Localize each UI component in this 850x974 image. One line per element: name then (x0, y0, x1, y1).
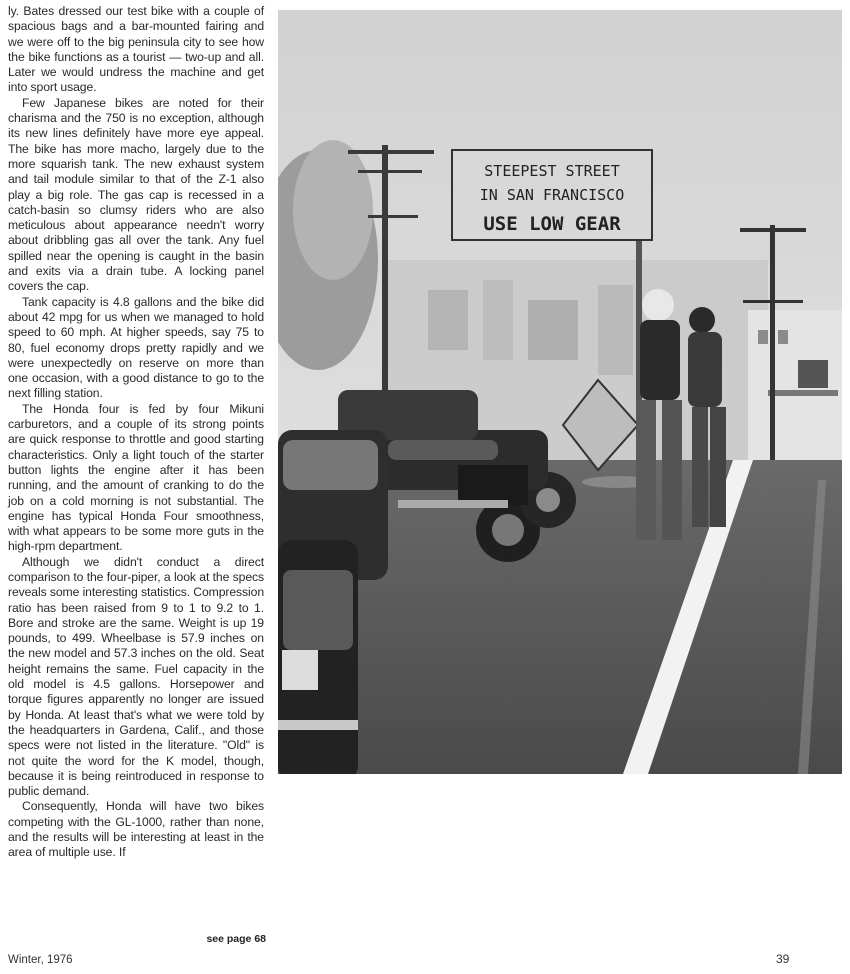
article-paragraph: Although we didn't conduct a direct comparison to the four-piper, a look at the specs reveals some interesting statistics. Compression ratio has been raised from 9 to 1 to 9.2 to 1. Bore and stroke are the same. Weight is up 19 pounds, to 499. Wheelbase is 57.9 inches on the new model and 57.3 inches on the old. Seat height remains the same. Fuel capacity in the old model is 4.5 gallons. Horsepower and torque figures apparently no longer are issued by Honda. At least that's what we were told by the headquarters in Gardena, Calif., and those specs were not listed in the literature. "Old" is not quite the word for the K model, though, because it is being reintroduced in response to public demand. (8, 554, 264, 799)
article-column (8, 4, 264, 861)
continuation-note: see page 68 (206, 933, 266, 945)
issue-date: Winter, 1976 (8, 954, 73, 966)
street-photo (278, 10, 842, 774)
street-photo-illustration (278, 10, 842, 774)
article-paragraph: ly. Bates dressed our test bike with a couple of spacious bags and a bar-mounted fairing and we were off to the big peninsula city to see how the bike functions as a tourist — two-up and all. Later we would undress the machine and get into sport usage. (8, 4, 264, 95)
article-paragraph: The Honda four is fed by four Mikuni carburetors, and a couple of its strong points are quick response to throttle and good starting characteristics. Only a light touch of the starter button lights the engine after it has been running, and the amount of cranking to do the job on a cold morning is not substantial. The engine has typical Honda Four smoothness, with what appears to be some more guts in the high-rpm department. (8, 401, 264, 554)
steepest-street-sign (452, 150, 652, 240)
sign-line-3: USE LOW GEAR (483, 213, 621, 235)
page-number: 39 (776, 952, 790, 966)
article-paragraph: Few Japanese bikes are noted for their charisma and the 750 is no exception, although its new lines definitely have more eye appeal. The bike has more macho, largely due to the more squarish tank. The new exhaust system and tail module similar to that of the Z-1 also play a big role. The gas cap is recessed in a catch-basin so clumsy riders who are also meticulous about appearance needn't worry about dribbling gas all over the tank. Any fuel spilled near the opening is caught in the basin and exits via a drain tube. A locking panel covers the cap. (8, 95, 264, 294)
article-paragraph: Tank capacity is 4.8 gallons and the bike did about 42 mpg for us when we managed to hold speed to 60 mph. At higher speeds, say 75 to 80, fuel economy drops pretty rapidly and we were unexpectedly on reserve on more than one occasion, with a good distance to go to the next filling station. (8, 294, 264, 401)
sign-line-2: IN SAN FRANCISCO (479, 186, 625, 204)
article-paragraph: Consequently, Honda will have two bikes competing with the GL-1000, rather than none, and the results will be interesting at least in the area of multiple use. If (8, 799, 264, 860)
sign-line-1: STEEPEST STREET (484, 162, 620, 180)
